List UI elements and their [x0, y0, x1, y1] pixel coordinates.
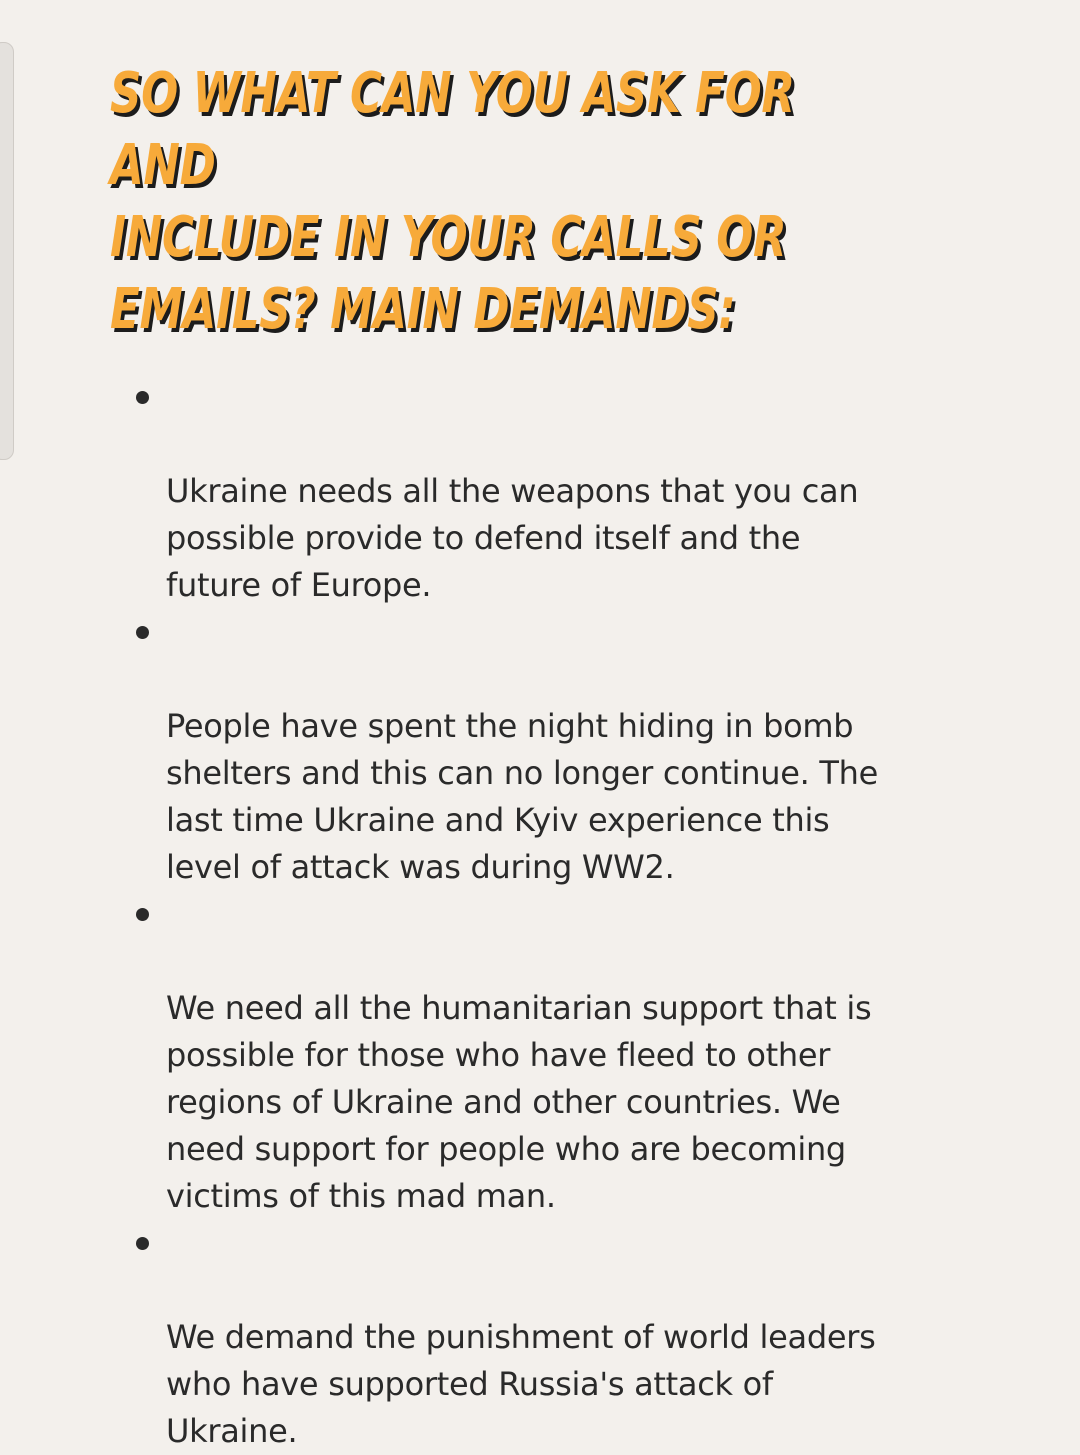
bullet-icon: [136, 626, 149, 639]
demand-text: We demand the punishment of world leaders who have supported Russia's attack of Ukraine.: [166, 1318, 876, 1450]
demand-text: We need all the humanitarian support that is possible for those who have fleed to other regions of Ukraine and other countries. We need support for people who are becoming victims of this mad man.: [166, 989, 872, 1215]
bullet-icon: [136, 391, 149, 404]
list-item: [166, 1220, 966, 1455]
list-item: [166, 609, 966, 891]
list-item: [166, 891, 966, 1220]
list-item: [166, 374, 966, 609]
bullet-icon: [136, 908, 149, 921]
side-scroll-tab[interactable]: [0, 42, 14, 460]
demand-text: People have spent the night hiding in bomb shelters and this can no longer continue. The last time Ukraine and Kyiv experience this level of attack was during WW2.: [166, 707, 878, 886]
demand-text: Ukraine needs all the weapons that you can possible provide to defend itself and the future of Europe.: [166, 472, 859, 604]
demands-list: [166, 374, 966, 1455]
page-heading: SO WHAT CAN YOU ASK FOR AND INCLUDE IN YOUR CALLS OR EMAILS? MAIN DEMANDS:: [110, 61, 795, 342]
bullet-icon: [136, 1237, 149, 1250]
